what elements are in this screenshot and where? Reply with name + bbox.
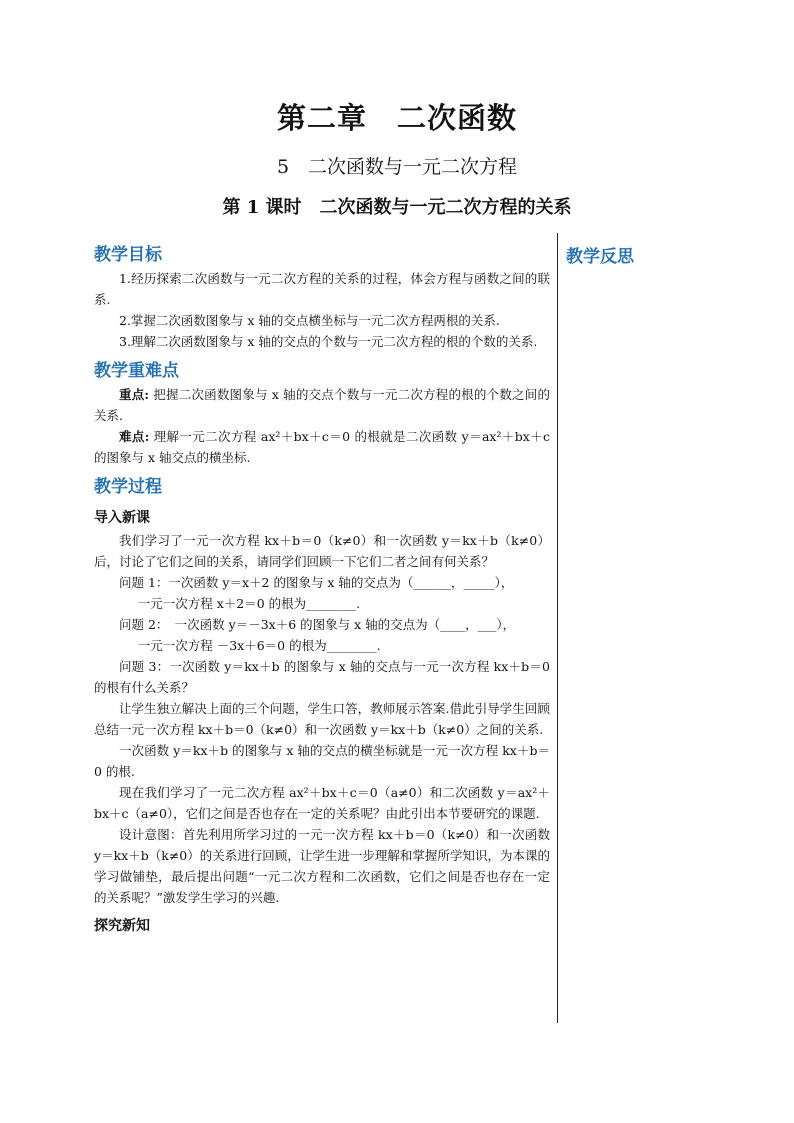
question-3: 问题 3：一次函数 y＝kx＋b 的图象与 x 轴的交点与一元一次方程 kx＋b＝0 的根有什么关系？ xyxy=(94,659,550,695)
chapter-title: 第二章 二次函数 xyxy=(276,101,517,135)
design-intent-paragraph: 设计意图：首先利用所学习过的一元一次方程 kx＋b＝0（k≠0）和一次函数 y＝kx＋b（k≠0）的关系进行回顾，让学生进一步理解和掌握所学知识，为本课的学习做铺垫，最后提出问题“一元二次方程和二次函数，它们之间是否也存在一定的关系呢？”激发学生学习的兴趣. xyxy=(94,827,550,905)
intro-heading: 导入新课 xyxy=(94,510,150,526)
question-2-equation: 一元一次方程 －3x＋6＝0 的根为________. xyxy=(137,638,381,653)
reflection-heading: 教学反思 xyxy=(566,247,634,267)
objective-item: 1.经历探索二次函数与一元二次方程的关系的过程，体会方程与函数之间的联系. xyxy=(94,271,550,307)
objective-item: 3.理解二次函数图象与 x 轴的交点的个数与一元二次方程的根的个数的关系. xyxy=(119,334,538,349)
focus-text: 把握二次函数图象与 x 轴的交点个数与一元二次方程的根的个数之间的关系. xyxy=(94,387,550,423)
explore-heading: 探究新知 xyxy=(94,918,150,934)
process-heading: 教学过程 xyxy=(94,477,162,497)
process-paragraph: 我们学习了一元一次方程 kx＋b＝0（k≠0）和一次函数 y＝kx＋b（k≠0）后，讨论了它们之间的关系，请同学们回顾一下它们二者之间有何关系？ xyxy=(94,533,550,569)
difficulty-text: 理解一元二次方程 ax²＋bx＋c＝0 的根就是二次函数 y＝ax²＋bx＋c 的图象与 x 轴交点的横坐标. xyxy=(94,429,550,465)
question-1: 问题 1：一次函数 y＝x＋2 的图象与 x 轴的交点为（______，_____）， xyxy=(119,575,514,590)
main-content xyxy=(94,242,550,938)
process-paragraph: 让学生独立解决上面的三个问题，学生口答，教师展示答案.借此引导学生回顾总结一元一次方程 kx＋b＝0（k≠0）和一次函数 y＝kx＋b（k≠0）之间的关系. xyxy=(94,701,550,737)
lesson-title: 第 1 课时 二次函数与一元二次方程的关系 xyxy=(222,197,572,218)
objectives-heading: 教学目标 xyxy=(94,245,162,265)
key-points-heading: 教学重难点 xyxy=(94,361,179,381)
question-2: 问题 2： 一次函数 y＝－3x＋6 的图象与 x 轴的交点为（____，___）， xyxy=(119,617,516,632)
column-divider xyxy=(557,233,558,1023)
section-title: 5 二次函数与一元二次方程 xyxy=(276,156,518,178)
difficulty-label: 难点: xyxy=(119,429,150,444)
focus-label: 重点: xyxy=(119,387,150,402)
difficulty-paragraph xyxy=(94,426,550,468)
objective-item: 2.掌握二次函数图象与 x 轴的交点横坐标与一元二次方程两根的关系. xyxy=(119,313,500,328)
process-paragraph: 一次函数 y＝kx＋b 的图象与 x 轴的交点的横坐标就是一元一次方程 kx＋b＝0 的根. xyxy=(94,743,550,779)
process-paragraph: 现在我们学习了一元二次方程 ax²＋bx＋c＝0（a≠0）和二次函数 y＝ax²＋bx＋c（a≠0），它们之间是否也存在一定的关系呢？由此引出本节要研究的课题. xyxy=(94,785,550,821)
question-1-equation: 一元一次方程 x＋2＝0 的根为________. xyxy=(137,596,361,611)
focus-paragraph xyxy=(94,384,550,426)
